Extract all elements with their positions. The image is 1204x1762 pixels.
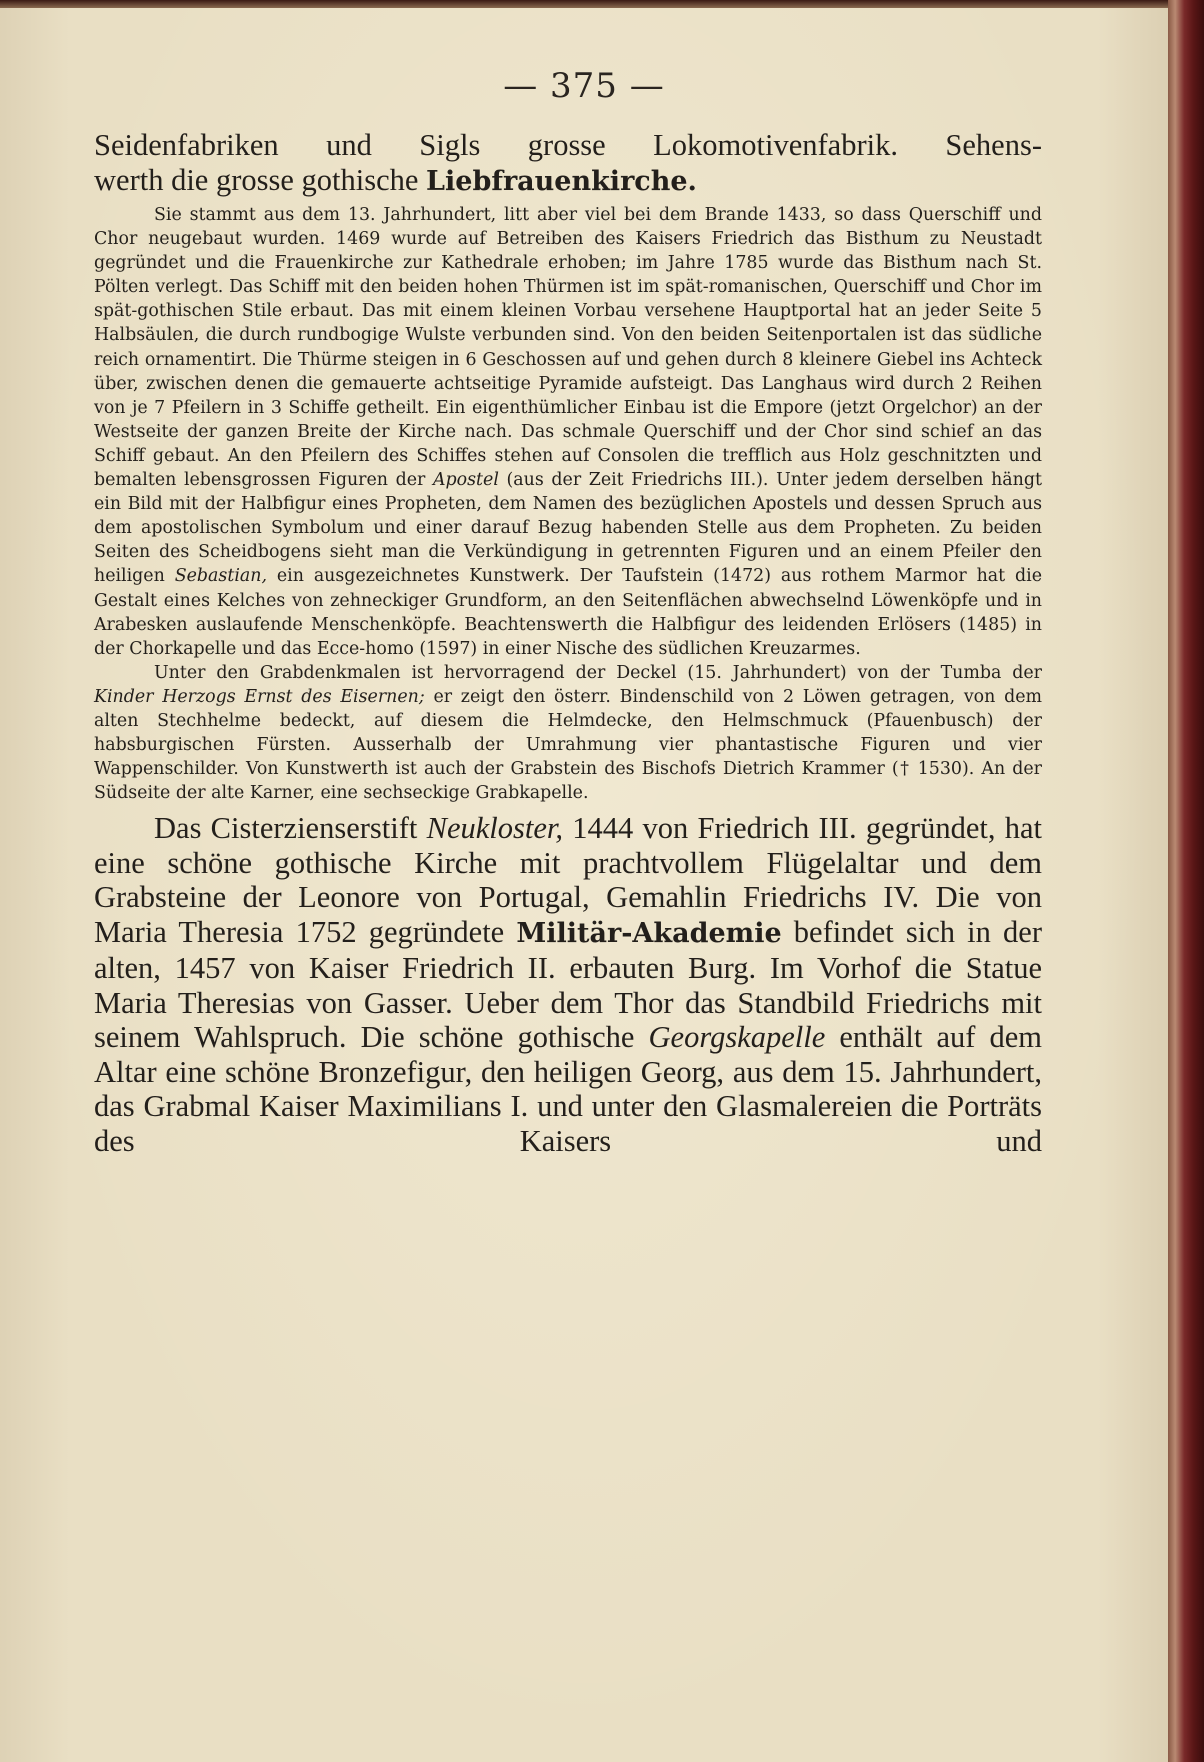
large-paragraph xyxy=(94,811,1042,1158)
lp-bold-akademie: Militär-Akademie xyxy=(516,917,782,949)
intro-line-2 xyxy=(94,163,1042,200)
lp-part1: Das Cisterzienserstift xyxy=(154,811,427,846)
lp-italic-neukloster: Neukloster, xyxy=(426,811,563,846)
church-name-bold: Liebfrauenkirche. xyxy=(426,165,697,197)
lp-part3: befindet sich in der alten, 1457 von Kaiser Friedrich II. erbauten Burg. Im Vorhof die Statue Maria Theresias von Gasser. Ueber dem Thor das Standbild Friedrichs mit seinem Wahlspruch. Die schöne gothische xyxy=(94,914,1042,1055)
sp2-part2: er zeigt den österr. Bindenschild von 2 Löwen getragen, von dem alten Stechhelme bedeckt, auf diesem die Helmdecke, den Helmschmuck (Pfauenbusch) der habsburgischen Fürsten. Ausserhalb der Umrahmung vier phantastische Figuren und vier Wappenschilder. Von Kunstwerth ist auch der Grabstein des Bischofs Dietrich Krammer († 1530). An der Südseite der alte Karner, eine sechseckige Grabkapelle. xyxy=(94,686,1043,804)
page-number: — 375 — xyxy=(503,66,665,106)
sp1-italic-sebastian: Sebastian, xyxy=(174,566,267,587)
sp1-part3: ein ausgezeichnetes Kunstwerk. Der Taufstein (1472) aus rothem Marmor hat die Gestalt eines Kelches von zehneckiger Grundform, an den Seitenflächen abwechselnd Löwenköpfe und in Arabesken auslaufende Menschenköpfe. Beachtenswerth die Halbfigur des leidenden Erlösers (1485) in der Chorkapelle und das Ecce-homo (1597) in einer Nische des südlichen Kreuzarmes. xyxy=(94,566,1042,659)
page-top-edge xyxy=(0,0,1168,8)
sp1-part2: (aus der Zeit Friedrichs III.). Unter jedem derselben hängt ein Bild mit der Halbfigur eines Propheten, dem Namen des bezüglichen Apostels und dessen Spruch aus dem apostolischen Symbolum und einer darauf Bezug habenden Stelle aus dem Propheten. Zu beiden Seiten des Scheidbogens sieht man die Verkündigung in getrennten Figuren und an einem Pfeiler den heiligen xyxy=(94,470,1042,587)
sp2-part1: Unter den Grabdenkmalen ist hervorragend der Deckel (15. Jahrhundert) von der Tumba der xyxy=(154,662,1042,683)
lp-part4: enthält auf dem Altar eine schöne Bronzefigur, den heiligen Georg, aus dem 15. Jahrhundert, das Grabmal Kaiser Maximilians I. und unter den Glasmalereien die Porträts des Kaisers und xyxy=(94,1020,1043,1158)
intro-line-1: Seidenfabriken und Sigls grosse Lokomotivenfabrik. Sehens- xyxy=(94,128,1042,162)
book-spine-edge xyxy=(1168,0,1204,1762)
intro-line-2-text: werth die grosse gothische xyxy=(94,162,427,197)
sp1-part1: Sie stammt aus dem 13. Jahrhundert, litt aber viel bei dem Brande 1433, so dass Querschiff und Chor neugebaut wurden. 1469 wurde auf Betreiben des Kaisers Friedrich das Bisthum zu Neustadt gegründet und die Frauenkirche zur Kathedrale erhoben; im Jahre 1785 wurde das Bisthum nach St. Pölten verlegt. Das Schiff mit den beiden hohen Thürmen ist im spät-romanischen, Querschiff und Chor im spät-gothischen Stile erbaut. Das mit einem kleinen Vorbau versehene Hauptportal hat an jeder Seite 5 Halbsäulen, die durch rundbogige Wulste verbunden sind. Von den beiden Seitenportalen ist das südliche reich ornamentirt. Die Thürme steigen in 6 Geschossen auf und gehen durch 8 kleinere Giebel ins Achteck über, zwischen denen die gemauerte achtseitige Pyramide aufsteigt. Das Langhaus wird durch 2 Reihen von je 7 Pfeilern in 3 Schiffe getheilt. Ein eigenthümlicher Einbau ist die Empore (jetzt Orgelchor) an der Westseite der ganzen Breite der Kirche nach. Das schmale Querschiff und der Chor sind schief an das Schiff gebaut. An den Pfeilern des Schiffes stehen auf Consolen die trefflich aus Holz geschnitzten und bemalten lebensgrossen Figuren der xyxy=(94,205,1042,491)
page-body xyxy=(94,128,1042,1158)
small-paragraph-2 xyxy=(94,661,1042,806)
sp1-italic-apostel: Apostel xyxy=(432,470,499,491)
lp-italic-georgskapelle: Georgskapelle xyxy=(648,1020,826,1055)
small-paragraph-1 xyxy=(94,203,1042,661)
sp2-italic-kinder: Kinder Herzogs Ernst des Eisernen; xyxy=(94,686,425,707)
lp-part2: 1444 von Friedrich III. gegründet, hat eine schöne gothische Kirche mit prachtvollem Flügelaltar und dem Grabsteine der Leonore von Portugal, Gemahlin Friedrichs IV. Die von Maria Theresia 1752 gegründete xyxy=(94,811,1042,949)
